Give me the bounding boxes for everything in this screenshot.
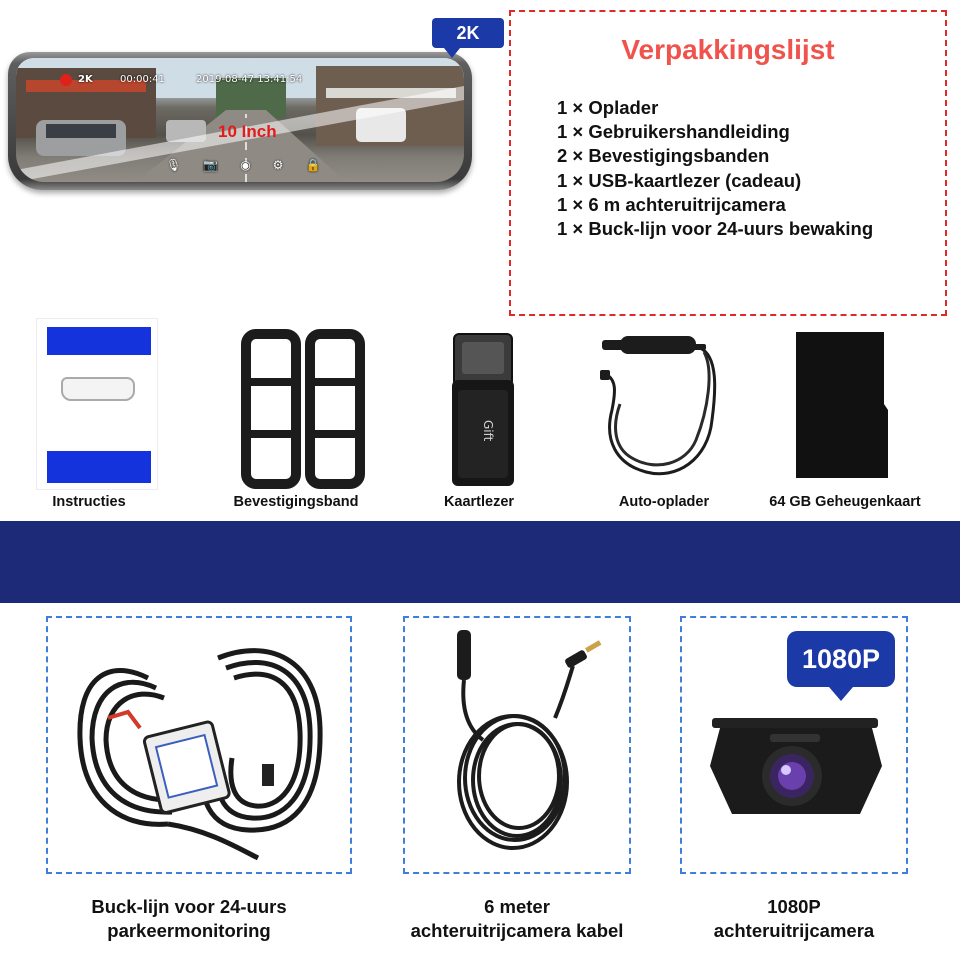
- card-reader-image: [448, 330, 518, 490]
- camera-cable-label: [394, 895, 640, 943]
- rear-camera-label: [680, 895, 908, 943]
- hud-date-time: 2019-08-47 13:41:54: [196, 74, 303, 85]
- manual-label: Instructies: [52, 494, 126, 510]
- memory-card-image: [790, 328, 890, 482]
- list-item: 1 × USB-kaartlezer (cadeau): [557, 169, 802, 191]
- mirror-screen: [16, 58, 464, 182]
- strap-label: Bevestigingsband: [233, 494, 359, 510]
- section-divider-banner: [0, 521, 960, 603]
- card-reader-brand: Gift: [481, 420, 495, 442]
- mirror-dashcam-image: [8, 52, 472, 192]
- memory-card-label: 64 GB Geheugenkaart: [769, 494, 921, 510]
- manual-image: [36, 318, 158, 490]
- camera-resolution-badge: 1080P: [787, 631, 895, 687]
- record-indicator-icon: [60, 74, 72, 86]
- list-item: 1 × Gebruikershandleiding: [557, 121, 790, 143]
- buck-line-image: [48, 618, 350, 872]
- buck-line-label: [48, 895, 330, 943]
- hud-icon-bar: [166, 158, 320, 172]
- buck-line-panel: [46, 616, 352, 874]
- buck-line-label-line2: parkeermonitoring: [107, 920, 271, 941]
- cable-connector: [457, 630, 471, 680]
- hud-elapsed-time: 00:00:41: [120, 74, 165, 85]
- camera-cable-label-line1: 6 meter: [484, 896, 550, 917]
- car-charger-image: [596, 330, 718, 490]
- camera-cable-image: [405, 618, 629, 872]
- packing-list-box: [509, 10, 947, 316]
- hud-resolution: 2K: [78, 74, 93, 85]
- record-icon: ◉: [240, 158, 251, 172]
- microphone-icon: 🎙: [166, 158, 182, 172]
- packing-list: [557, 96, 873, 241]
- mounting-strap-image: [238, 326, 368, 490]
- list-item: 1 × Buck-lijn voor 24-uurs bewaking: [557, 218, 874, 240]
- list-item: 1 × Oplader: [557, 97, 659, 118]
- card-reader-label: Kaartlezer: [443, 494, 515, 510]
- charger-label: Auto-oplader: [618, 494, 710, 510]
- buck-line-label-line1: Buck-lijn voor 24-uurs: [91, 896, 287, 917]
- camera-icon: 📷: [203, 158, 219, 172]
- rear-camera-label-line1: 1080P: [767, 896, 821, 917]
- rear-camera-label-line2: achteruitrijcamera: [713, 920, 875, 941]
- resolution-badge: 2K: [432, 18, 504, 48]
- manual-cover-stripe: [47, 451, 151, 483]
- lock-icon: 🔒: [305, 158, 321, 172]
- screen-size-label: 10 Inch: [218, 122, 277, 141]
- packing-list-title: Verpakkingslijst: [621, 34, 835, 65]
- manual-mirror-drawing: [61, 377, 135, 401]
- camera-cable-label-line2: achteruitrijcamera kabel: [410, 920, 624, 941]
- camera-cable-panel: [403, 616, 631, 874]
- manual-cover-stripe: [47, 327, 151, 355]
- settings-icon: ⚙: [272, 158, 284, 172]
- list-item: 2 × Bevestigingsbanden: [557, 145, 770, 167]
- list-item: 1 × 6 m achteruitrijcamera: [557, 193, 786, 215]
